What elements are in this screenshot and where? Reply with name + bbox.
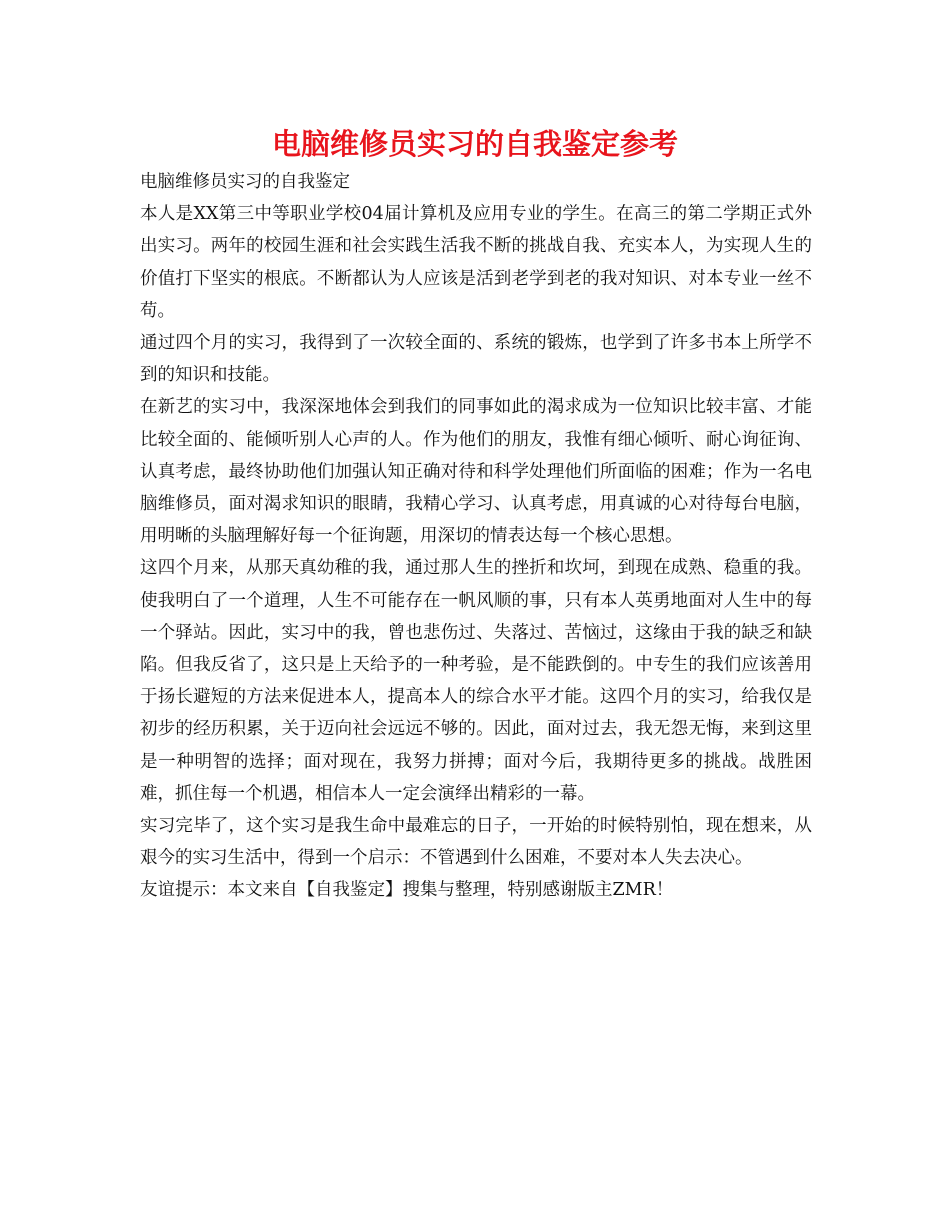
body-paragraph-conclusion: 实习完毕了，这个实习是我生命中最难忘的日子，一开始的时候特别怕，现在想来，从艰今的实习生活中，得到一个启示：不管遇到什么困难，不要对本人失去决心。 [140,816,812,869]
body-paragraph-internship-gains: 通过四个月的实习，我得到了一次较全面的、系统的锻炼，也学到了许多书本上所学不到的知识和技能。 [140,333,812,386]
document-body [140,166,812,907]
document-title: 电脑维修员实习的自我鉴定参考 [271,127,678,161]
body-paragraph-experience: 在新艺的实习中，我深深地体会到我们的同事如此的渴求成为一位知识比较丰富、才能比较全面的、能倾听别人心声的人。作为他们的朋友，我惟有细心倾听、耐心询征询、认真考虑，最终协助他们加强认知正确对待和科学处理他们所面临的困难；作为一名电脑维修员，面对渴求知识的眼睛，我精心学习、认真考虑，用真诚的心对待每台电脑，用明晰的头脑理解好每一个征询题，用深切的情表达每一个核心思想。 [140,397,812,547]
body-paragraph-source-note: 友谊提示：本文来自【自我鉴定】搜集与整理，特别感谢版主ZMR！ [140,880,674,901]
body-paragraph-subtitle: 电脑维修员实习的自我鉴定 [140,172,350,192]
body-paragraph-introduction: 本人是XX第三中等职业学校04届计算机及应用专业的学生。在高三的第二学期正式外出实习。两年的校园生涯和社会实践生活我不断的挑战自我、充实本人，为实现人生的价值打下坚实的根底。不断都认为人应该是活到老学到老的我对知识、对本专业一丝不苟。 [140,204,812,321]
body-paragraph-reflection: 这四个月来，从那天真幼稚的我，通过那人生的挫折和坎坷，到现在成熟、稳重的我。使我明白了一个道理，人生不可能存在一帆风顺的事，只有本人英勇地面对人生中的每一个驿站。因此，实习中的我，曾也悲伤过、失落过、苦恼过，这缘由于我的缺乏和缺陷。但我反省了，这只是上天给予的一种考验，是不能跌倒的。中专生的我们应该善用于扬长避短的方法来促进本人，提高本人的综合水平才能。这四个月的实习，给我仅是初步的经历积累，关于迈向社会远远不够的。因此，面对过去，我无怨无悔，来到这里是一种明智的选择；面对现在，我努力拼搏；面对今后，我期待更多的挑战。战胜困难，抓住每一个机遇，相信本人一定会演绎出精彩的一幕。 [140,558,812,804]
